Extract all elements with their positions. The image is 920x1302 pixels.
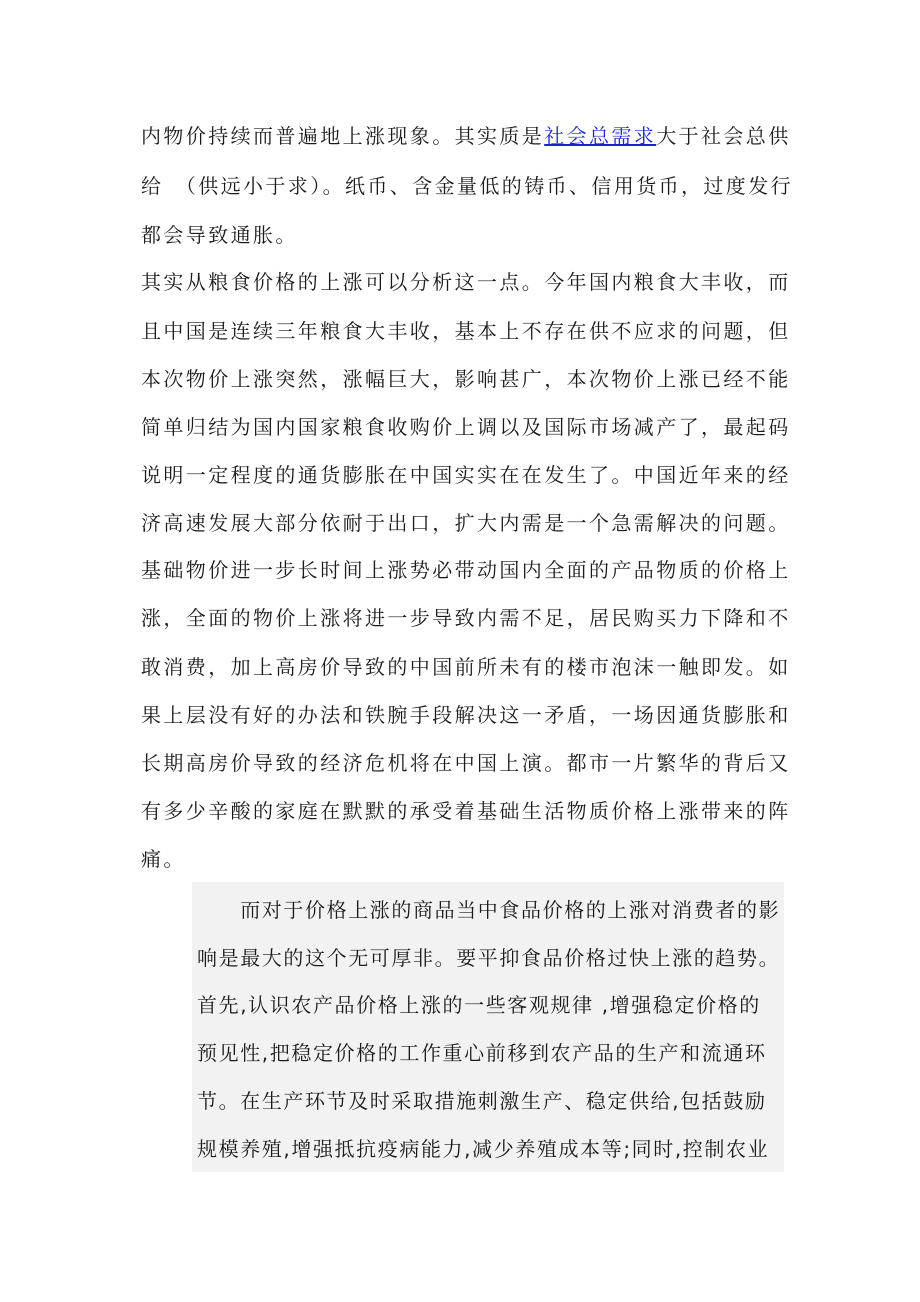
quote-line: 规模养殖,增强抵抗疫病能力,减少养殖成本等;同时,控制农业 xyxy=(197,1137,770,1161)
text-line: 简单归结为国内国家粮食收购价上调以及国际市场减产了，最起码 xyxy=(141,415,791,439)
text-line: 且中国是连续三年粮食大丰收，基本上不存在供不应求的问题，但 xyxy=(141,319,791,343)
quote-line: 首先,认识农产品价格上涨的一些客观规律 ,增强稳定价格的 xyxy=(197,993,761,1017)
text-line: 果上层没有好的办法和铁腕手段解决这一矛盾，一场因通货膨胀和 xyxy=(141,703,791,727)
text-line: 敢消费，加上高房价导致的中国前所未有的楼市泡沫一触即发。如 xyxy=(141,655,791,679)
text-line: 涨，全面的物价上涨将进一步导致内需不足，居民购买力下降和不 xyxy=(141,606,791,630)
quote-line: 而对于价格上涨的商品当中食品价格的上涨对消费者的影 xyxy=(197,898,781,922)
text-line: 说明一定程度的通货膨胀在中国实实在在发生了。中国近年来的经 xyxy=(141,463,791,487)
text-line: 给 （供远小于求）。纸币、含金量低的铸币、信用货币，过度发行 xyxy=(141,174,793,198)
text-line: 都会导致通胀。 xyxy=(141,223,298,247)
text-line: 其实从粮食价格的上涨可以分析这一点。今年国内粮食大丰收，而 xyxy=(141,270,791,294)
text-line: 济高速发展大部分依耐于出口，扩大内需是一个急需解决的问题。 xyxy=(141,511,791,535)
quote-block-background xyxy=(192,882,784,1172)
text-line: 长期高房价导致的经济危机将在中国上演。都市一片繁华的背后又 xyxy=(141,751,791,775)
social-total-demand-link[interactable]: 社会总需求 xyxy=(544,124,657,148)
text-line: 本次物价上涨突然，涨幅巨大，影响甚广，本次物价上涨已经不能 xyxy=(141,367,791,391)
text-line: 有多少辛酸的家庭在默默的承受着基础生活物质价格上涨带来的阵 xyxy=(141,799,791,823)
quote-line: 预见性,把稳定价格的工作重心前移到农产品的生产和流通环 xyxy=(197,1041,767,1065)
quote-line: 响是最大的这个无可厚非。要平抑食品价格过快上涨的趋势。 xyxy=(197,946,781,970)
text-line: 基础物价进一步长时间上涨势必带动国内全面的产品物质的价格上 xyxy=(141,558,791,582)
text-line: 痛。 xyxy=(141,847,186,871)
quote-line: 节。在生产环节及时采取措施刺激生产、稳定供给,包括鼓励 xyxy=(197,1089,767,1113)
text-line: 内物价持续而普遍地上涨现象。其实质是社会总需求大于社会总供 xyxy=(141,124,791,148)
